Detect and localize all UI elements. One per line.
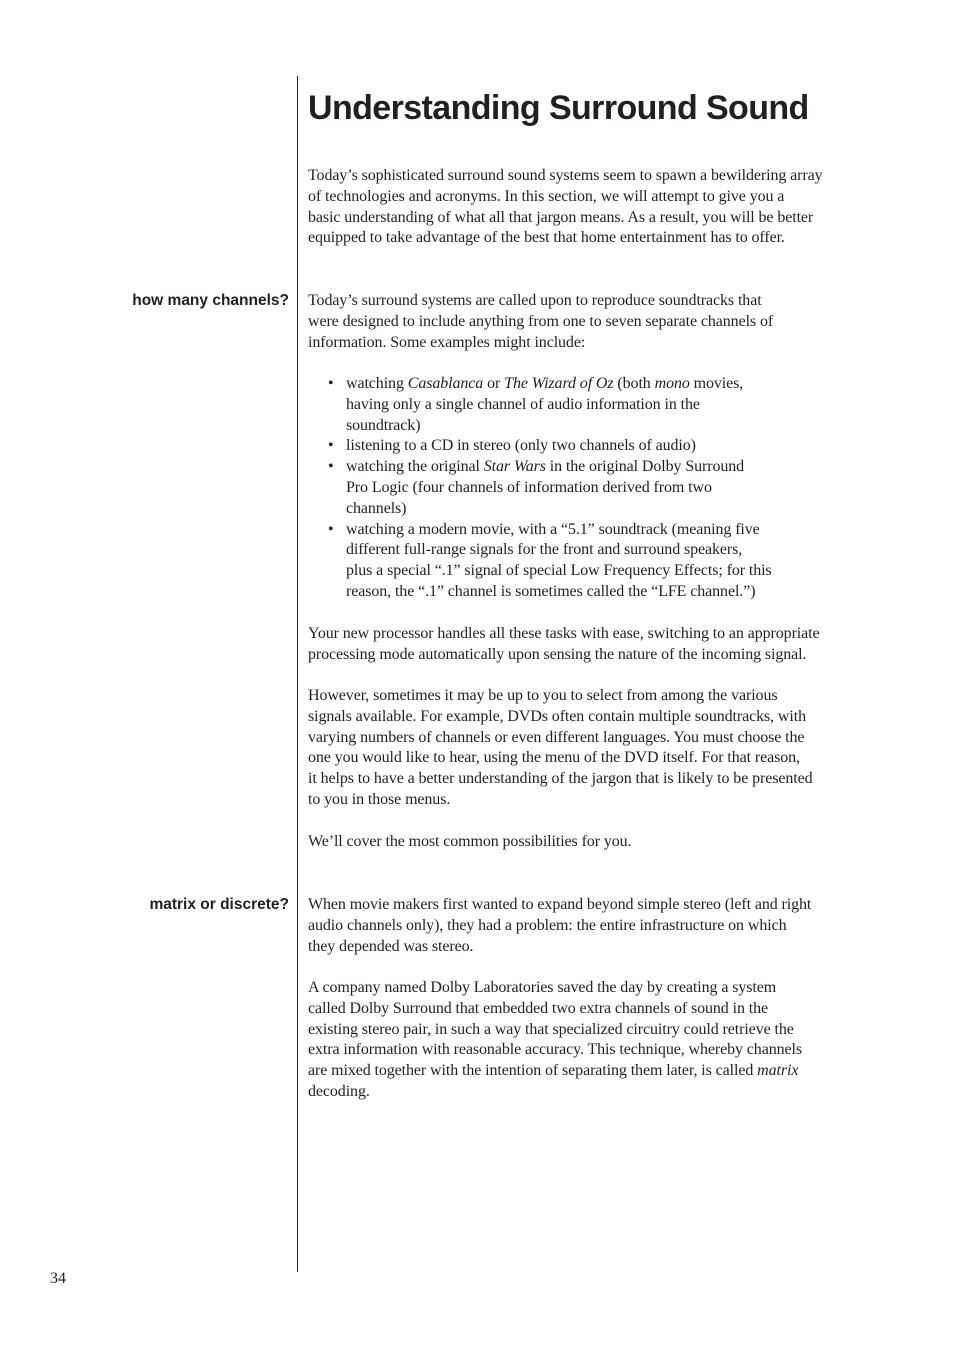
page-title: Understanding Surround Sound [308,89,809,127]
text-line: channels) [346,499,407,517]
intro-paragraph [308,166,823,249]
vertical-divider-rule [297,76,298,1272]
text-line: extra information with reasonable accuracy. This technique, whereby channels [308,1041,802,1059]
section-heading-how-many-channels: how many channels? [132,292,289,309]
text-line: basic understanding of what all that jargon means. As a result, you will be better [308,208,814,226]
matrix-paragraph-1 [308,895,811,957]
examples-bullet-list [308,374,772,603]
text-line: Today’s sophisticated surround sound systems seem to spawn a bewildering array [308,167,823,184]
text-line: equipped to take advantage of the best that home entertainment has to offer. [308,229,785,247]
text-line: listening to a CD in stereo (only two channels of audio) [346,437,696,455]
emphasis-mono: mono [654,375,690,392]
text-line: one you would like to hear, using the menu of the DVD itself. For that reason, [308,749,800,767]
list-item [308,436,772,457]
channels-paragraph-1 [308,291,773,353]
movie-title-wizard-of-oz: The Wizard of Oz [504,375,614,392]
text-line: processing mode automatically upon sensing the nature of the incoming signal. [308,645,807,663]
text-run: movies, [689,375,744,392]
bullet-glyph: • [328,437,334,455]
text-line: they depended was stereo. [308,937,474,955]
text-line: varying numbers of channels or even different languages. You must choose the [308,728,805,746]
text-run: watching the original [346,458,484,476]
text-line [308,1061,802,1082]
text-line: called Dolby Surround that embedded two extra channels of sound in the [308,999,768,1017]
text-line: Pro Logic (four channels of information derived from two [346,478,712,496]
text-run: are mixed together with the intention of separating them later, is called [308,1062,758,1080]
emphasis-matrix: matrix [757,1062,799,1080]
text-run: (both [613,375,655,392]
text-line: Today’s surround systems are called upon to reproduce soundtracks that [308,292,762,309]
text-line: soundtrack) [346,416,421,434]
text-run: in the original Dolby Surround [545,458,745,476]
text-line: plus a special “.1” signal of special Low Frequency Effects; for this [346,562,772,580]
matrix-paragraph-2 [308,978,802,1103]
bullet-glyph: • [328,458,334,476]
channels-paragraph-4 [308,832,631,853]
text-line: having only a single channel of audio information in the [346,395,700,413]
list-item [308,457,772,519]
text-line: to you in those menus. [308,790,451,808]
text-line: were designed to include anything from one to seven separate channels of [308,312,774,330]
text-line: existing stereo pair, in such a way that specialized circuitry could retrieve the [308,1020,794,1038]
text-line: it helps to have a better understanding of the jargon that is likely to be presented [308,770,813,788]
channels-paragraph-2 [308,624,820,666]
movie-title-casablanca: Casablanca [407,375,484,392]
text-line: information. Some examples might include: [308,333,586,351]
text-line [346,457,772,478]
text-line: We’ll cover the most common possibilities for you. [308,833,632,850]
movie-title-star-wars: Star Wars [483,458,546,476]
text-line: watching a modern movie, with a “5.1” soundtrack (meaning five [346,520,760,538]
text-run: or [483,375,505,392]
bullet-glyph: • [328,375,334,392]
text-line: signals available. For example, DVDs often contain multiple soundtracks, with [308,707,806,725]
list-item [308,374,772,436]
channels-paragraph-3 [308,686,813,811]
text-line [346,374,772,395]
text-line: A company named Dolby Laboratories saved the day by creating a system [308,979,777,996]
text-line: of technologies and acronyms. In this section, we will attempt to give you a [308,187,785,205]
page-number: 34 [50,1270,66,1287]
list-item [308,520,772,603]
text-line: audio channels only), they had a problem: the entire infrastructure on which [308,916,787,934]
section-heading-matrix-or-discrete: matrix or discrete? [149,896,289,913]
text-line: reason, the “.1” channel is sometimes called the “LFE channel.”) [346,582,756,600]
text-line: However, sometimes it may be up to you to select from among the various [308,687,778,704]
text-run: watching [346,375,408,392]
text-line: When movie makers first wanted to expand beyond simple stereo (left and right [308,896,812,913]
bullet-glyph: • [328,520,334,538]
text-line: different full-range signals for the front and surround speakers, [346,541,743,559]
text-line: decoding. [308,1082,370,1100]
text-line: Your new processor handles all these tasks with ease, switching to an appropriate [308,625,820,642]
